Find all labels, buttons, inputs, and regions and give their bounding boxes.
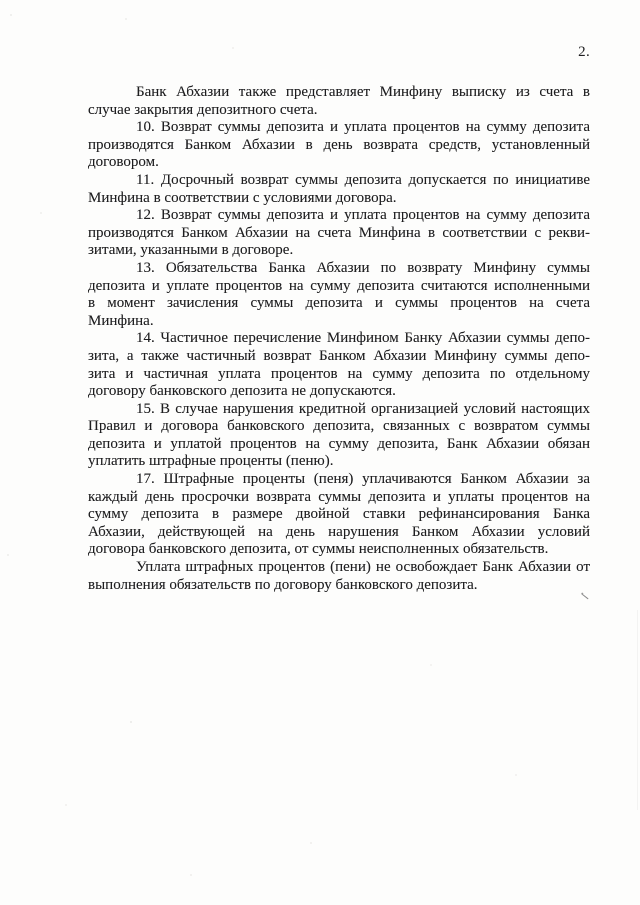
text-line: Минфина в соответствии с условиями договора.: [88, 189, 397, 206]
paragraph: [88, 559, 590, 594]
text-line: производятся Банком Абхазии в день возврата средств, установленный: [88, 136, 590, 153]
paragraph: [88, 401, 590, 471]
paragraph: [88, 207, 590, 260]
document-body: [88, 84, 590, 594]
text-line: Уплата штрафных процентов (пени) не освобождает Банк Абхазии от: [136, 559, 590, 576]
pen-mark: [581, 594, 588, 600]
paragraph: [88, 172, 590, 207]
paragraph: [88, 119, 590, 172]
text-line: зитами, указанными в договоре.: [88, 242, 294, 259]
text-line: Минфина.: [88, 312, 154, 329]
text-line: Правил и договора банковского депозита, связанных с возвратом суммы: [88, 418, 590, 435]
text-line: производятся Банком Абхазии на счета Минфина в соответствии с рекви-: [88, 224, 590, 241]
text-line: договора банковского депозита, от суммы неисполненных обязательств.: [88, 541, 549, 558]
text-line: договором.: [88, 154, 159, 171]
text-line: 12. Возврат суммы депозита и уплата процентов на сумму депозита: [136, 207, 590, 224]
text-line: выполнения обязательств по договору банковского депозита.: [88, 576, 478, 593]
text-line: 13. Обязательства Банка Абхазии по возврату Минфину суммы: [136, 259, 590, 276]
paragraph: [88, 260, 590, 330]
text-line: каждый день просрочки возврата суммы депозита и уплаты процентов на: [88, 488, 590, 505]
scan-speckle: [10, 14, 12, 16]
text-line: зита, а также частичный возврат Банком Абхазии Минфину суммы депо-: [88, 347, 590, 364]
scan-edge-shadow: [637, 610, 638, 810]
text-line: сумму депозита в размере двойной ставки рефинансирования Банка: [88, 506, 590, 523]
text-line: уплатить штрафные проценты (пеню).: [88, 453, 334, 470]
text-line: 11. Досрочный возврат суммы депозита допускается по инициативе: [136, 171, 590, 188]
text-line: случае закрытия депозитного счета.: [88, 101, 318, 118]
paragraph: [88, 84, 590, 119]
paragraph: [88, 330, 590, 400]
page-number: 2.: [578, 44, 590, 60]
text-line: 14. Частичное перечисление Минфином Банку Абхазии суммы депо-: [136, 330, 590, 347]
text-line: договору банковского депозита не допускаются.: [88, 383, 396, 400]
text-line: депозита и уплате процентов на сумму депозита считаются исполненными: [88, 277, 590, 294]
text-line: Абхазии, действующей на день нарушения Банком Абхазии условий: [88, 523, 590, 540]
text-line: 15. В случае нарушения кредитной организацией условий настоящих: [136, 400, 590, 417]
text-line: 17. Штрафные проценты (пеня) уплачиваются Банком Абхазии за: [136, 471, 590, 488]
text-line: Банк Абхазии также представляет Минфину выписку из счета в: [136, 84, 590, 100]
text-line: депозита и уплатой процентов на сумму депозита, Банк Абхазии обязан: [88, 435, 590, 452]
text-line: 10. Возврат суммы депозита и уплата процентов на сумму депозита: [136, 119, 590, 136]
text-line: в момент зачисления суммы депозита и суммы процентов на счета: [88, 295, 590, 312]
text-line: зита и частичная уплата процентов на сумму депозита по отдельному: [88, 365, 590, 382]
paragraph: [88, 471, 590, 559]
